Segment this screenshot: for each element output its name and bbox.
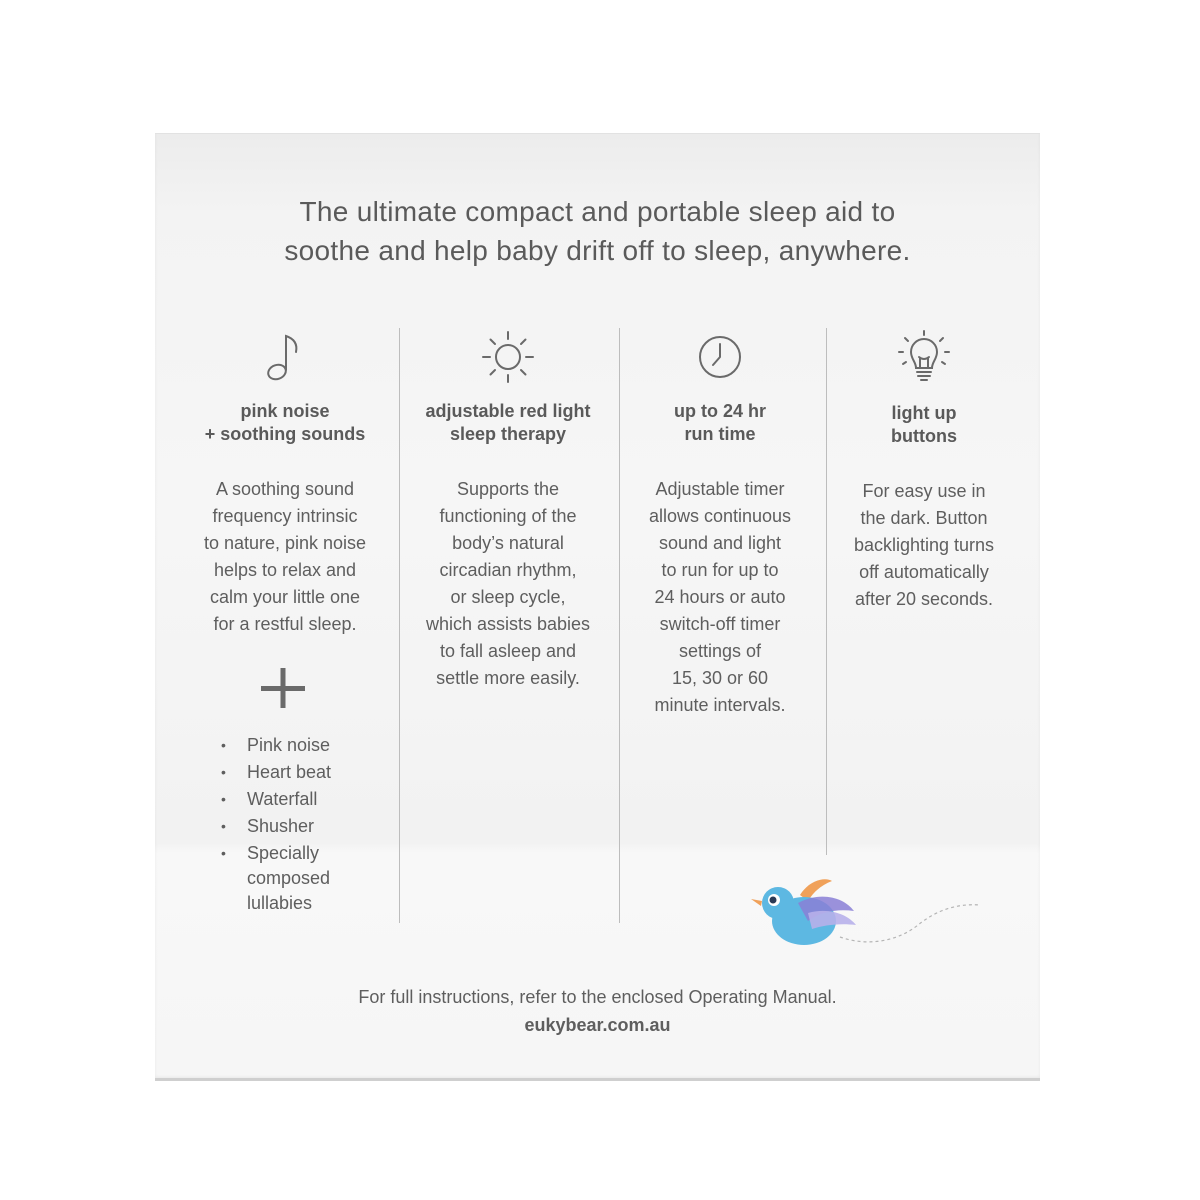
feature-description: Adjustable timer allows continuous sound and light to run for up to 24 hours or auto switch-off timer settings of 15, 30 or 60 minute intervals. <box>648 479 792 715</box>
feature-description: A soothing sound frequency intrinsic to nature, pink noise helps to relax and calm your little one for a restful sleep. <box>203 479 367 634</box>
sun-icon <box>481 330 535 384</box>
feature-description: For easy use in the dark. Button backlighting turns off automatically after 20 seconds. <box>853 481 995 609</box>
light-bulb-icon <box>897 330 951 386</box>
column-divider <box>826 328 827 855</box>
headline-line-1: The ultimate compact and portable sleep aid to <box>299 196 896 227</box>
headline-line-2: soothe and help baby drift off to sleep, anywhere. <box>284 235 911 266</box>
feature-run-time <box>630 330 810 719</box>
list-item: • Specially composed lullabies <box>218 841 331 916</box>
feature-red-light <box>410 330 606 692</box>
feature-description: Supports the functioning of the body’s natural circadian rhythm, or sleep cycle, which assists babies to fall asleep and settle more easily. <box>425 479 591 688</box>
column-divider <box>619 328 620 923</box>
instructions-note: For full instructions, refer to the enclosed Operating Manual. <box>358 987 837 1007</box>
list-item: • Shusher <box>218 814 331 839</box>
bird-illustration <box>748 875 988 955</box>
plus-icon <box>261 668 305 708</box>
feature-title: pink noise + soothing sounds <box>204 401 366 444</box>
list-item: • Waterfall <box>218 787 331 812</box>
feature-title: light up buttons <box>891 403 957 446</box>
column-divider <box>399 328 400 923</box>
list-item: • Pink noise <box>218 733 331 758</box>
website-link[interactable]: eukybear.com.au <box>524 1015 671 1035</box>
feature-title: up to 24 hr run time <box>673 401 766 444</box>
feature-pink-noise <box>190 330 380 638</box>
clock-icon <box>693 330 747 384</box>
feature-title: adjustable red light sleep therapy <box>425 401 591 444</box>
headline <box>155 192 1040 270</box>
list-item: • Heart beat <box>218 760 331 785</box>
sounds-list <box>218 733 331 918</box>
panel-edge <box>155 1078 1040 1081</box>
music-note-icon <box>260 330 310 384</box>
feature-light-up-buttons <box>834 330 1014 613</box>
